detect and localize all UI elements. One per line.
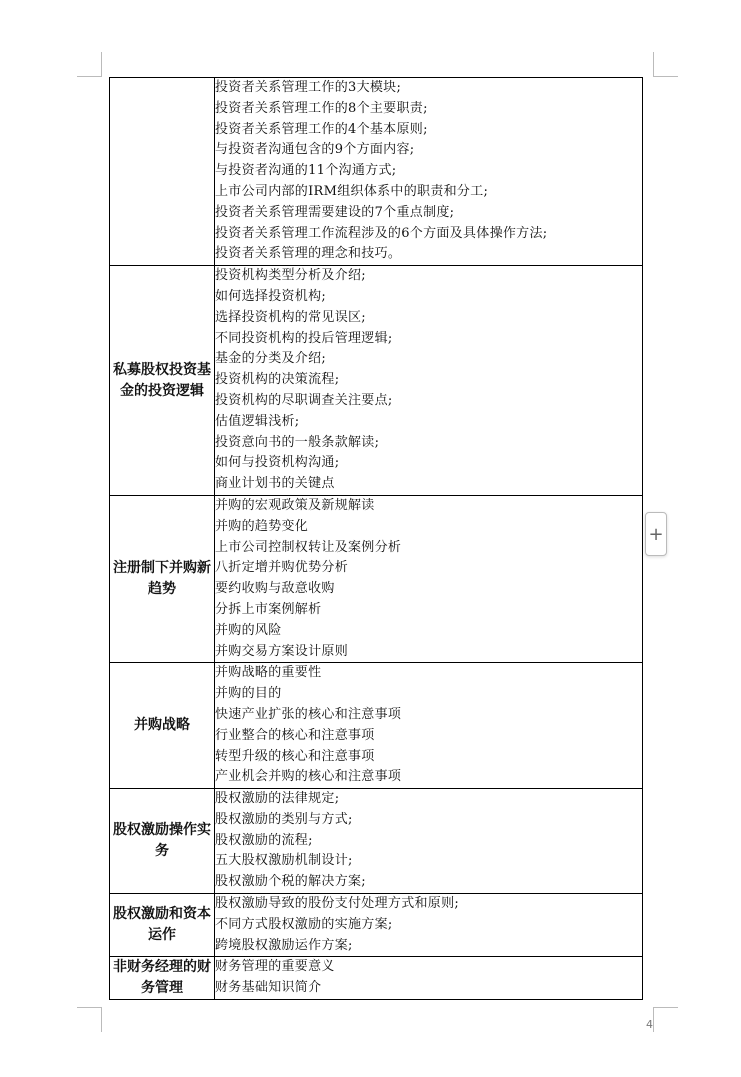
topic-cell: 股权激励和资本运作 xyxy=(110,894,215,957)
page-number: 4 xyxy=(646,1018,653,1031)
list-item: 投资者关系管理工作的4个基本原则; xyxy=(215,121,428,137)
list-item: 快速产业扩张的核心和注意事项 xyxy=(215,706,402,722)
list-item: 股权激励个税的解决方案; xyxy=(215,874,366,890)
list-item: 跨境股权激励运作方案; xyxy=(215,937,353,953)
table-row xyxy=(110,894,643,957)
list-item: 转型升级的核心和注意事项 xyxy=(215,748,375,764)
table-row xyxy=(110,495,643,662)
list-item: 投资者关系管理工作流程涉及的6个方面及具体操作方法; xyxy=(215,225,548,241)
list-item: 并购的宏观政策及新规解读 xyxy=(215,497,375,513)
list-item: 上市公司控制权转让及案例分析 xyxy=(215,539,402,555)
list-item: 并购交易方案设计原则 xyxy=(215,643,349,659)
list-item: 并购的风险 xyxy=(215,622,282,638)
list-item: 投资机构的尽职调查关注要点; xyxy=(215,392,393,408)
list-item: 商业计划书的关键点 xyxy=(215,476,335,492)
list-item: 投资者关系管理的理念和技巧。 xyxy=(215,246,402,262)
table-row xyxy=(110,957,643,1000)
list-item: 投资意向书的一般条款解读; xyxy=(215,434,380,450)
list-item: 选择投资机构的常见误区; xyxy=(215,309,366,325)
item-cell xyxy=(215,894,643,957)
topic-cell: 股权激励操作实务 xyxy=(110,789,215,894)
page-corner-mark xyxy=(653,1007,678,1032)
topic-cell: 并购战略 xyxy=(110,663,215,789)
list-item: 不同方式股权激励的实施方案; xyxy=(215,916,393,932)
item-cell xyxy=(215,957,643,1000)
item-cell xyxy=(215,495,643,662)
list-item: 并购的目的 xyxy=(215,686,282,702)
table-row xyxy=(110,78,643,266)
list-item: 并购战略的重要性 xyxy=(215,665,322,681)
list-item: 如何与投资机构沟通; xyxy=(215,455,340,471)
item-cell xyxy=(215,78,643,266)
list-item: 投资者关系管理工作的8个主要职责; xyxy=(215,100,428,116)
item-cell xyxy=(215,266,643,496)
topic-cell: 非财务经理的财务管理 xyxy=(110,957,215,1000)
item-cell xyxy=(215,663,643,789)
list-item: 行业整合的核心和注意事项 xyxy=(215,727,375,743)
table-row xyxy=(110,789,643,894)
list-item: 股权激励的类别与方式; xyxy=(215,811,353,827)
list-item: 股权激励导致的股份支付处理方式和原则; xyxy=(215,896,460,912)
list-item: 不同投资机构的投后管理逻辑; xyxy=(215,330,393,346)
list-item: 股权激励的流程; xyxy=(215,832,313,848)
table-row xyxy=(110,663,643,789)
list-item: 财务管理的重要意义 xyxy=(215,959,335,975)
item-cell xyxy=(215,789,643,894)
curriculum-table xyxy=(109,77,643,1000)
page-corner-mark xyxy=(653,52,678,77)
list-item: 投资者关系管理需要建设的7个重点制度; xyxy=(215,204,455,220)
list-item: 股权激励的法律规定; xyxy=(215,791,340,807)
page-corner-mark xyxy=(77,52,102,77)
table-row xyxy=(110,266,643,496)
list-item: 如何选择投资机构; xyxy=(215,288,327,304)
list-item: 财务基础知识简介 xyxy=(215,980,322,996)
plus-icon: + xyxy=(648,523,664,545)
page-corner-mark xyxy=(77,1007,102,1032)
list-item: 分拆上市案例解析 xyxy=(215,601,322,617)
add-button[interactable] xyxy=(645,512,667,556)
list-item: 投资者关系管理工作的3大模块; xyxy=(215,80,402,95)
list-item: 八折定增并购优势分析 xyxy=(215,560,349,576)
list-item: 投资机构类型分析及介绍; xyxy=(215,268,366,284)
list-item: 估值逻辑浅析; xyxy=(215,413,300,429)
list-item: 与投资者沟通的11个沟通方式; xyxy=(215,163,397,179)
list-item: 与投资者沟通包含的9个方面内容; xyxy=(215,142,415,158)
topic-cell xyxy=(110,78,215,266)
list-item: 五大股权激励机制设计; xyxy=(215,853,353,869)
list-item: 产业机会并购的核心和注意事项 xyxy=(215,769,402,785)
list-item: 上市公司内部的IRM组织体系中的职责和分工; xyxy=(215,183,489,199)
list-item: 基金的分类及介绍; xyxy=(215,351,327,367)
list-item: 要约收购与敌意收购 xyxy=(215,581,335,597)
topic-cell: 注册制下并购新趋势 xyxy=(110,495,215,662)
list-item: 并购的趋势变化 xyxy=(215,518,309,534)
topic-cell: 私募股权投资基金的投资逻辑 xyxy=(110,266,215,496)
list-item: 投资机构的决策流程; xyxy=(215,372,340,388)
